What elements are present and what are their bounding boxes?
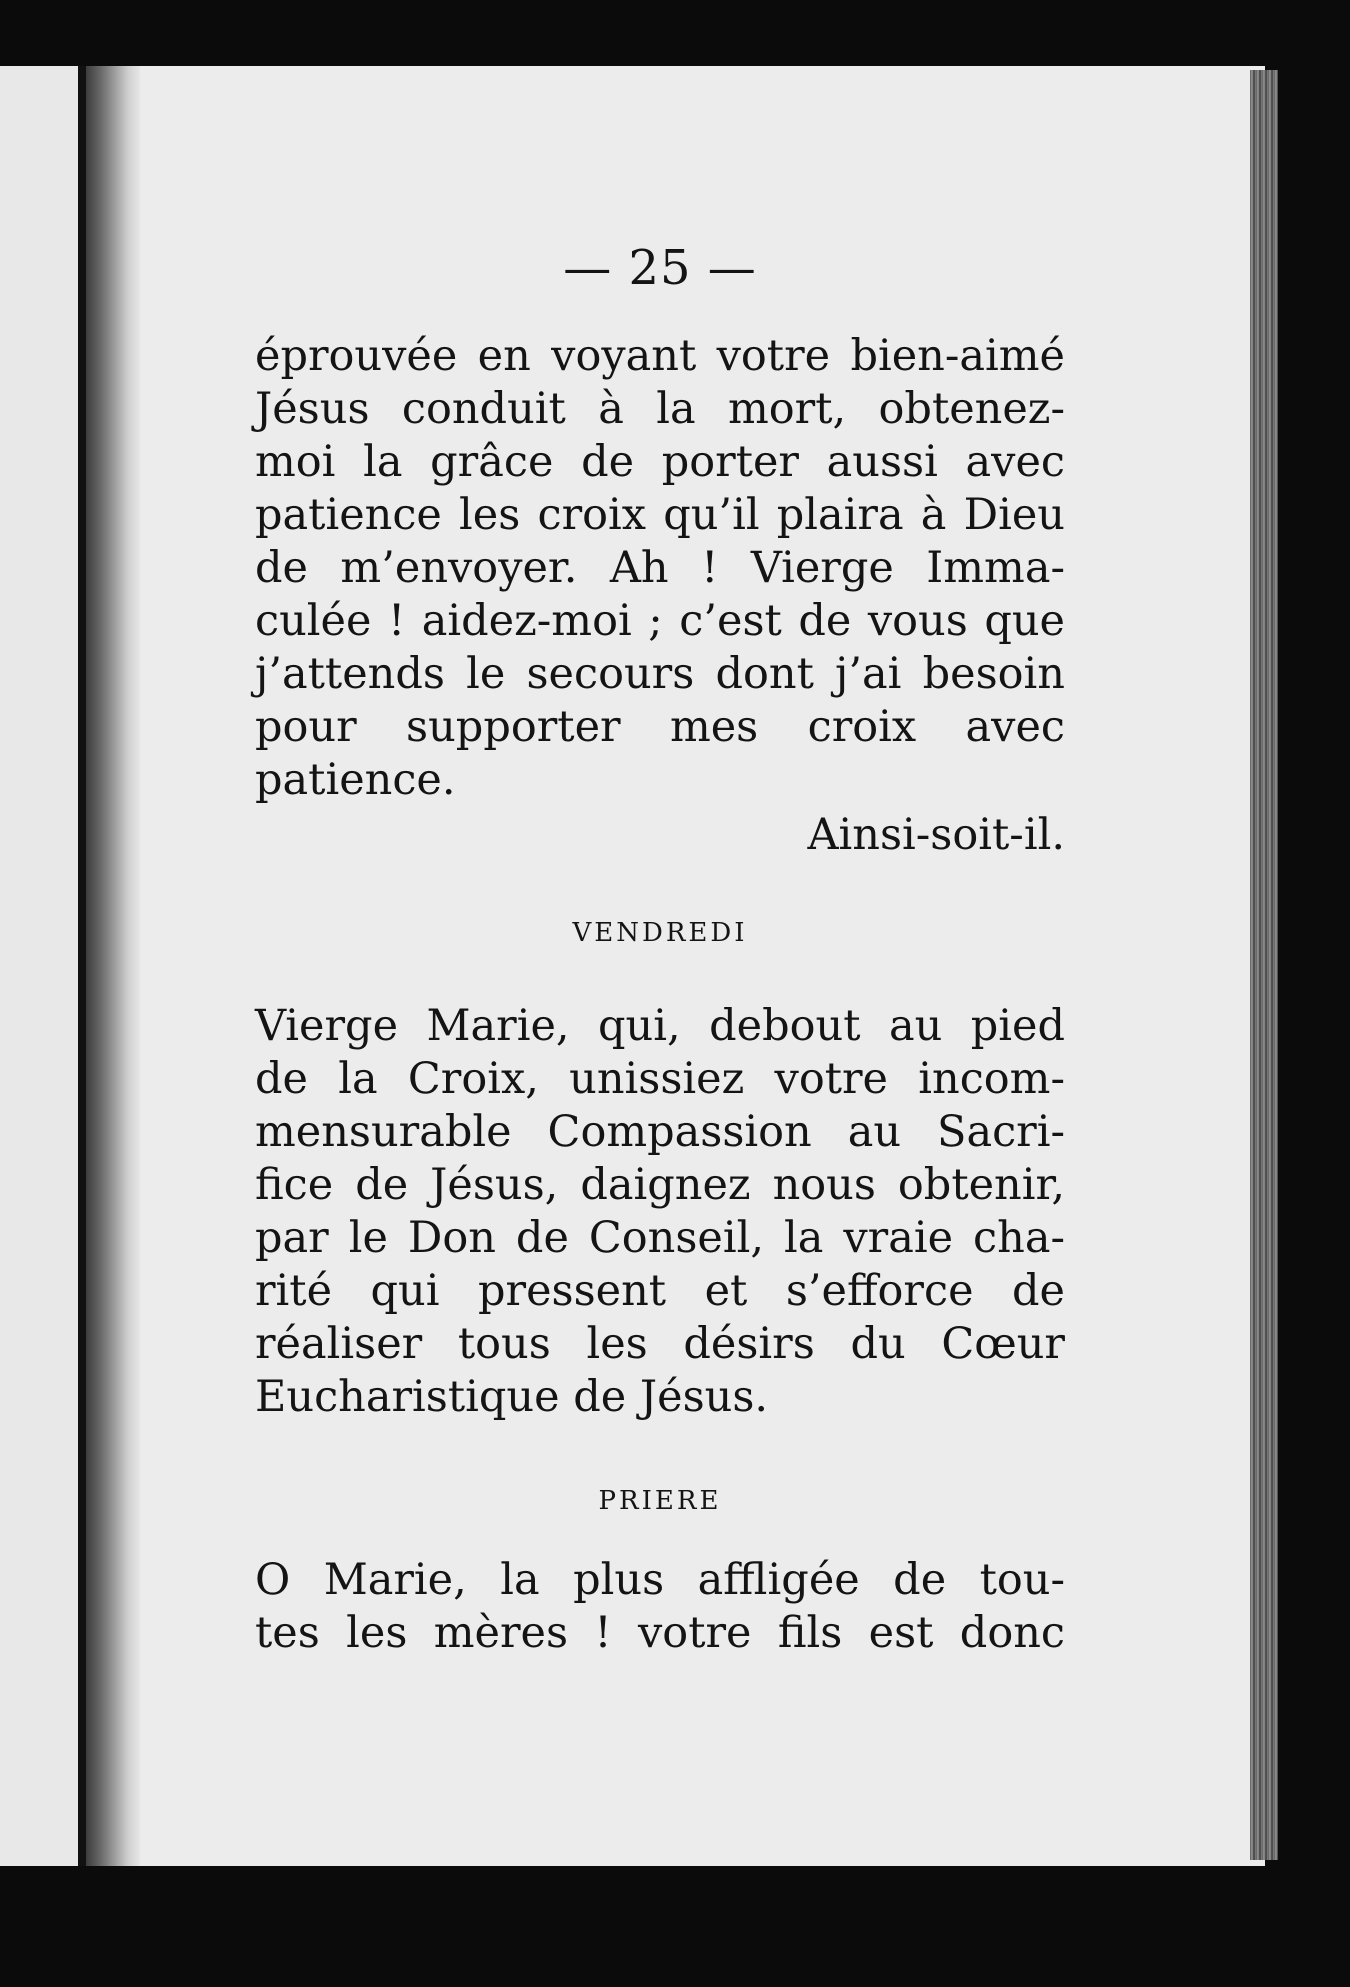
text-line: tes les mères ! votre fils est donc <box>255 1608 1065 1658</box>
page-number: — 25 — <box>563 240 757 296</box>
paragraph-prayer-continuation <box>255 330 1065 807</box>
page-stack-edge <box>1250 70 1278 1860</box>
text-line: fice de Jésus, daignez nous obtenir, <box>255 1160 1065 1210</box>
section-heading-priere: PRIERE <box>598 1486 722 1516</box>
previous-page-edge <box>0 66 83 1866</box>
text-line: moi la grâce de porter aussi avec <box>255 437 1065 487</box>
text-line: culée ! aidez-moi ; c’est de vous que <box>255 596 1065 646</box>
text-line: O Marie, la plus affligée de tou- <box>255 1555 1065 1605</box>
text-line: de la Croix, unissiez votre incom- <box>255 1054 1065 1104</box>
text-line: patience. <box>255 755 456 805</box>
page-content <box>255 240 1065 1660</box>
text-line: rité qui pressent et s’efforce de <box>255 1266 1065 1316</box>
text-line: réaliser tous les désirs du Cœur <box>255 1319 1065 1369</box>
text-line: de m’envoyer. Ah ! Vierge Imma- <box>255 543 1065 593</box>
section-heading-vendredi: VENDREDI <box>572 918 748 948</box>
text-line: par le Don de Conseil, la vraie cha- <box>255 1213 1065 1263</box>
gutter-shadow <box>80 66 140 1866</box>
text-line: patience les croix qu’il plaira à Dieu <box>255 490 1065 540</box>
book-spine <box>78 66 86 1866</box>
paragraph-vendredi <box>255 1000 1065 1424</box>
text-line: j’attends le secours dont j’ai besoin <box>255 649 1065 699</box>
signoff: Ainsi-soit-il. <box>807 810 1065 860</box>
text-line: Eucharistique de Jésus. <box>255 1372 769 1422</box>
text-line: pour supporter mes croix avec <box>255 702 1065 752</box>
text-line: éprouvée en voyant votre bien-aimé <box>255 331 1065 381</box>
paragraph-priere <box>255 1554 1065 1660</box>
text-line: Vierge Marie, qui, debout au pied <box>255 1001 1065 1051</box>
text-line: Jésus conduit à la mort, obtenez- <box>255 384 1065 434</box>
text-line: mensurable Compassion au Sacri- <box>255 1107 1065 1157</box>
